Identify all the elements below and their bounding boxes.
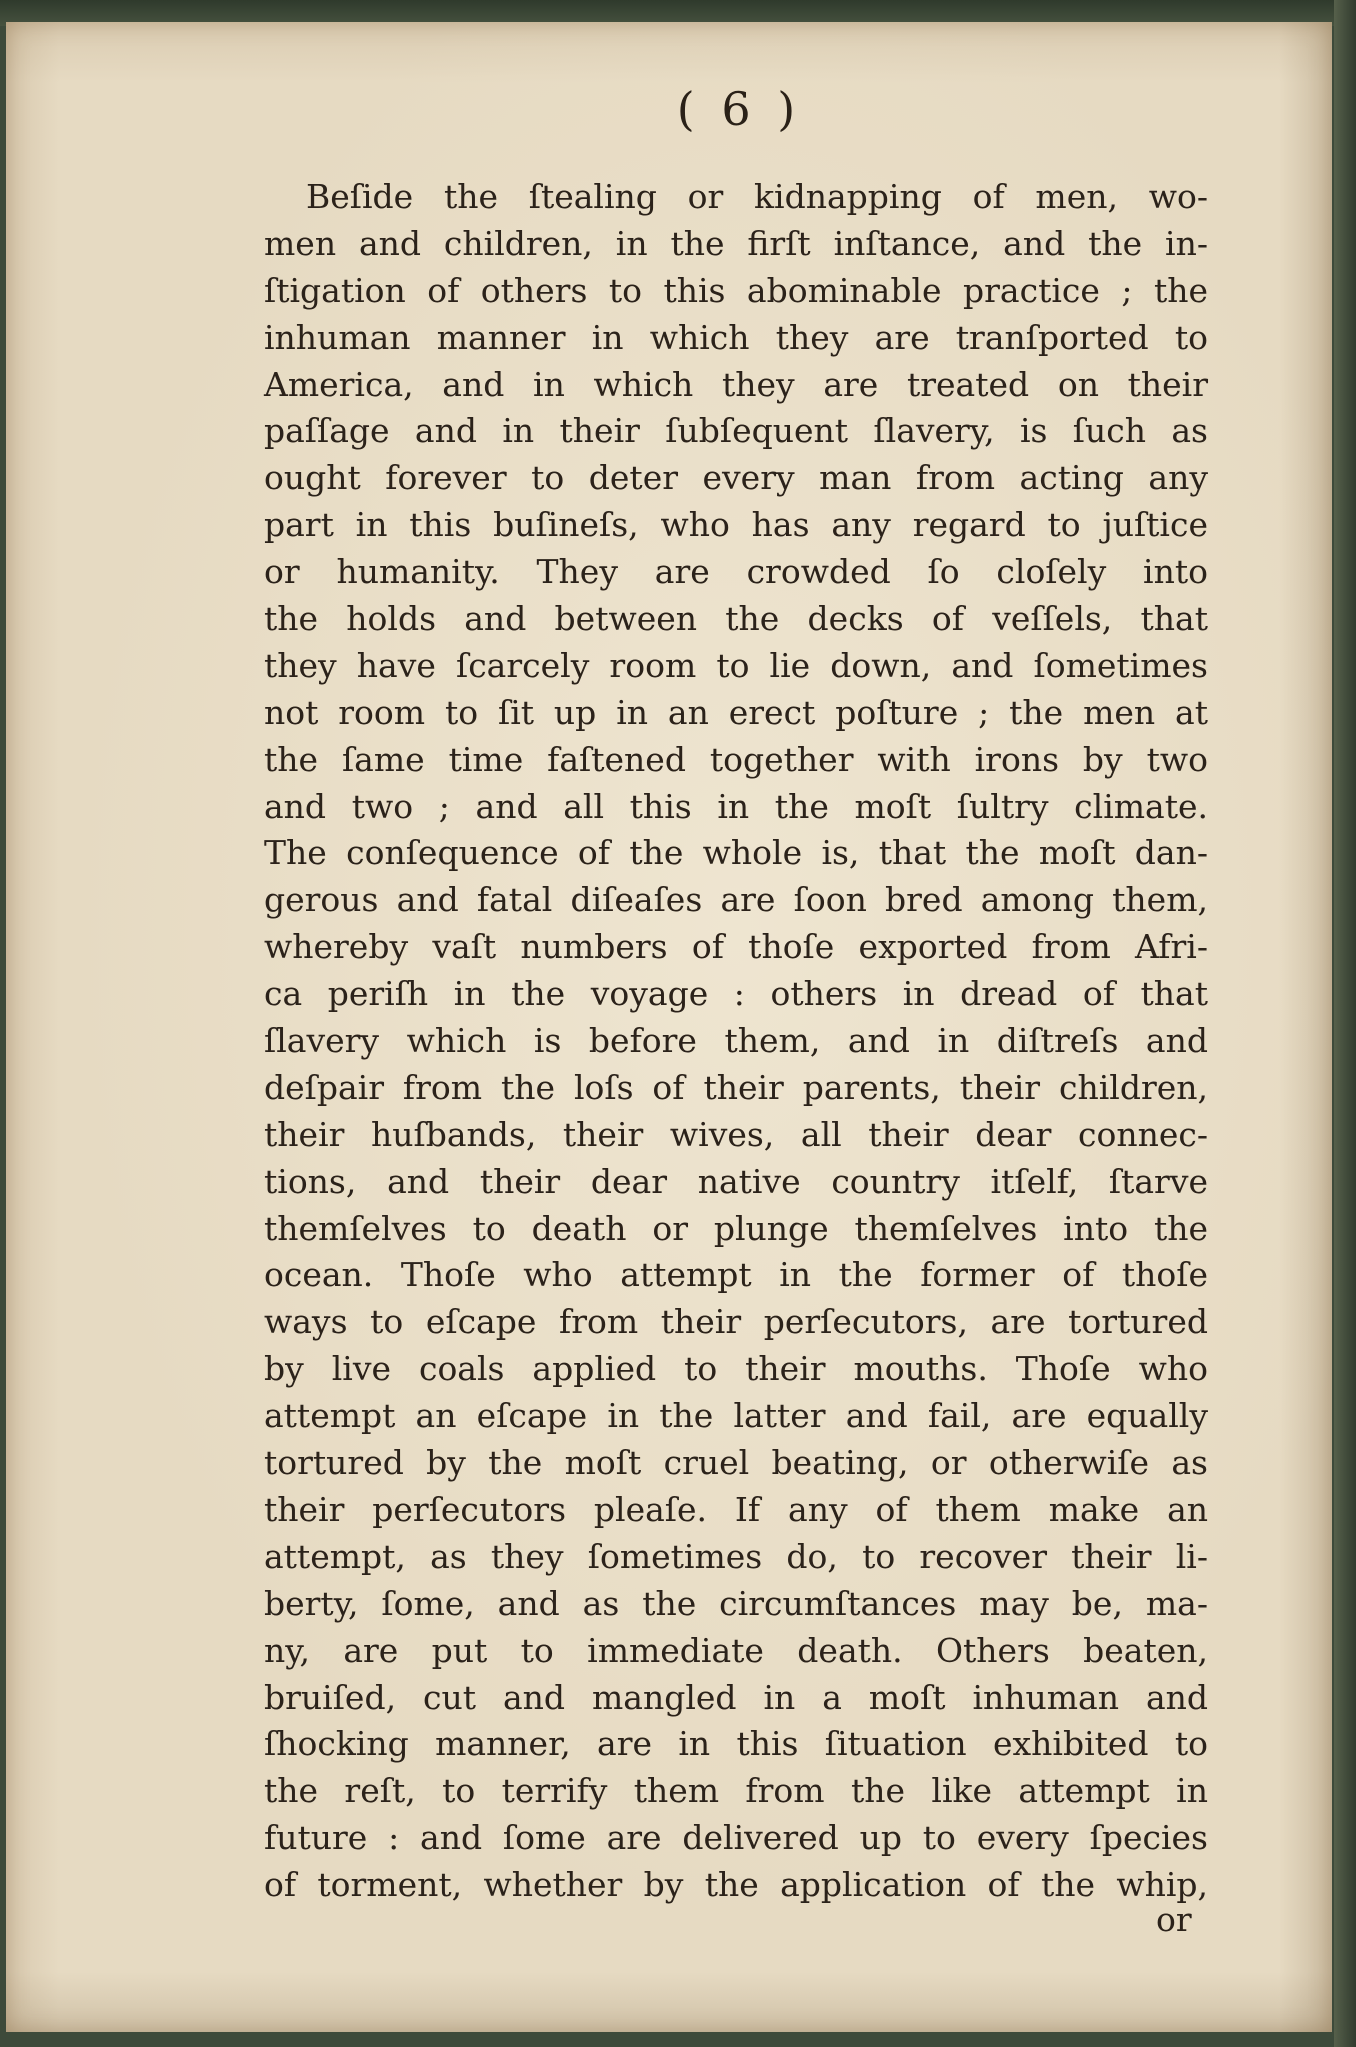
text-line: tortured by the moſt cruel beating, or otherwiſe as — [264, 1443, 1208, 1483]
text-line: they have ſcarcely room to lie down, and ſometimes — [264, 645, 1208, 685]
catchword: or — [1156, 1900, 1192, 1939]
text-line: themſelves to death or plunge themſelves into the — [264, 1208, 1208, 1248]
body-text — [264, 174, 1208, 1909]
text-line: ought forever to deter every man from acting any — [264, 458, 1208, 498]
text-line: America, and in which they are treated on their — [264, 364, 1208, 404]
text-line: ocean. Thoſe who attempt in the former of thoſe — [264, 1255, 1208, 1295]
text-line: inhuman manner in which they are tranſported to — [264, 317, 1208, 357]
book-cover-edge-right — [1334, 0, 1356, 2047]
text-line: attempt, as they ſometimes do, to recover their li- — [264, 1536, 1208, 1576]
text-line: part in this buſineſs, who has any regard to juſtice — [264, 505, 1208, 545]
text-line: not room to ſit up in an erect poſture ; the men at — [264, 692, 1208, 732]
text-line: deſpair from the loſs of their parents, their children, — [264, 1067, 1208, 1107]
text-line: and two ; and all this in the moſt ſultry climate. — [264, 786, 1208, 826]
text-line: berty, ſome, and as the circumſtances may be, ma- — [264, 1583, 1208, 1623]
text-line: ſhocking manner, are in this ſituation exhibited to — [264, 1724, 1208, 1764]
text-line: their huſbands, their wives, all their dear connec- — [264, 1114, 1208, 1154]
text-line: the reſt, to terrify them from the like attempt in — [264, 1771, 1208, 1811]
text-line: paſſage and in their ſubſequent ſlavery, is ſuch as — [264, 411, 1208, 451]
text-line: The conſequence of the whole is, that the moſt dan- — [264, 833, 1208, 873]
text-line: ſtigation of others to this abominable practice ; the — [264, 270, 1208, 310]
book-page — [6, 22, 1332, 2032]
text-line: ca periſh in the voyage : others in dread of that — [264, 974, 1208, 1014]
text-line: the ſame time faſtened together with irons by two — [264, 739, 1208, 779]
text-line: of torment, whether by the application of the whip, — [264, 1865, 1208, 1905]
text-line: ways to eſcape from their perſecutors, are tortured — [264, 1302, 1208, 1342]
text-line: by live coals applied to their mouths. Thoſe who — [264, 1349, 1208, 1389]
text-line: or humanity. They are crowded ſo cloſely into — [264, 552, 1208, 592]
text-line: whereby vaſt numbers of thoſe exported from Afri- — [264, 927, 1208, 967]
text-line: the holds and between the decks of veſſels, that — [264, 599, 1208, 639]
text-line: ſlavery which is before them, and in diſtreſs and — [264, 1021, 1208, 1061]
text-line: their perſecutors pleaſe. If any of them make an — [264, 1489, 1208, 1529]
text-line: gerous and fatal diſeaſes are ſoon bred among them, — [264, 880, 1208, 920]
text-line: men and children, in the firſt inſtance, and the in- — [264, 223, 1208, 263]
text-line: ny, are put to immediate death. Others beaten, — [264, 1630, 1208, 1670]
text-line: future : and ſome are delivered up to every ſpecies — [264, 1818, 1208, 1858]
text-line: Beſide the ſtealing or kidnapping of men, wo- — [306, 177, 1208, 216]
text-line: attempt an eſcape in the latter and fail, are equally — [264, 1396, 1208, 1436]
page-number: ( 6 ) — [676, 82, 802, 136]
text-line: bruiſed, cut and mangled in a moſt inhuman and — [264, 1677, 1208, 1717]
text-line: tions, and their dear native country itſelf, ſtarve — [264, 1161, 1208, 1201]
